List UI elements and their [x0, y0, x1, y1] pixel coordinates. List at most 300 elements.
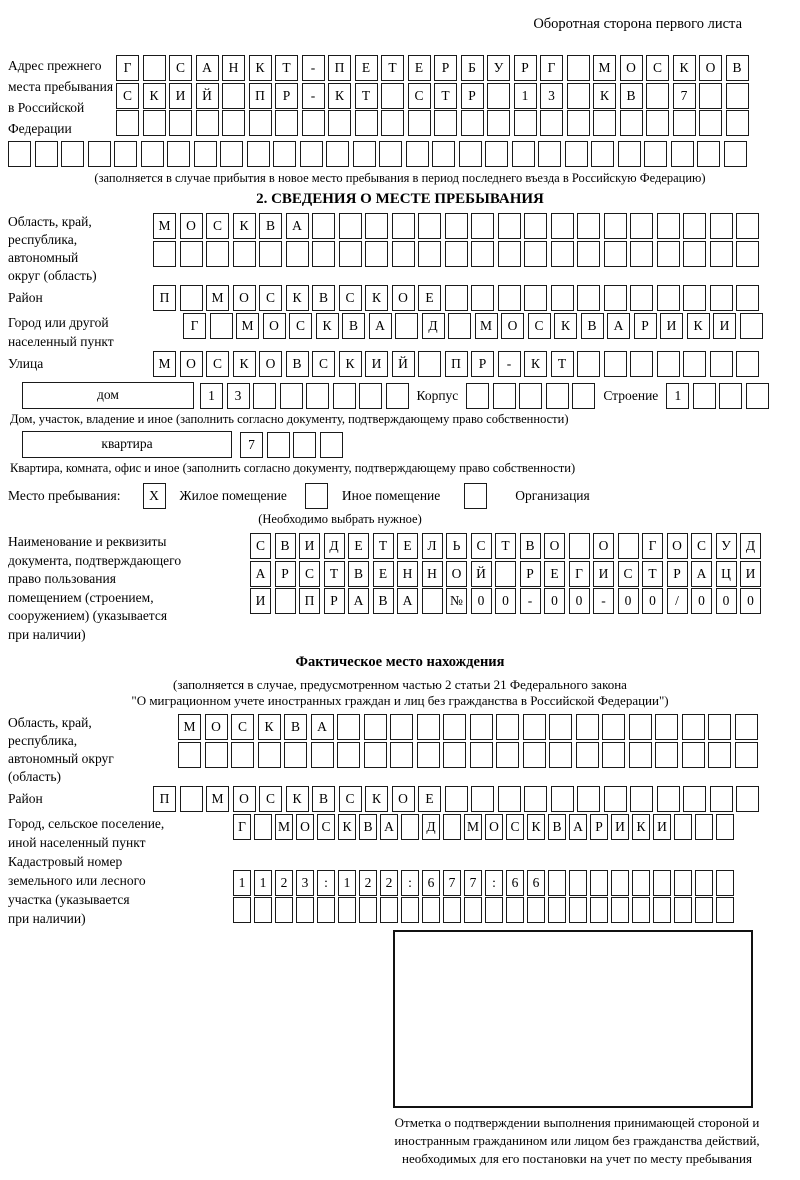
char-cell[interactable]: В [520, 533, 541, 559]
char-cell[interactable]: Т [642, 561, 663, 587]
char-cell[interactable] [300, 141, 323, 167]
char-cell[interactable] [671, 141, 694, 167]
char-cell[interactable] [249, 110, 272, 136]
char-cell[interactable] [293, 432, 316, 458]
char-cell[interactable]: М [153, 351, 176, 377]
char-cell[interactable]: М [178, 714, 201, 740]
char-cell[interactable] [604, 285, 627, 311]
char-cell[interactable] [422, 588, 443, 614]
char-cell[interactable]: 1 [200, 383, 223, 409]
char-cell[interactable] [512, 141, 535, 167]
char-cell[interactable] [593, 110, 616, 136]
char-cell[interactable] [495, 561, 516, 587]
char-cell[interactable]: Г [540, 55, 563, 81]
char-cell[interactable] [392, 213, 415, 239]
char-cell[interactable] [611, 897, 629, 923]
char-cell[interactable]: К [554, 313, 577, 339]
char-cell[interactable]: 1 [514, 83, 537, 109]
prev-address-row-3[interactable] [116, 110, 749, 136]
char-cell[interactable]: О [296, 814, 314, 840]
char-cell[interactable]: Й [196, 83, 219, 109]
char-cell[interactable] [735, 742, 758, 768]
char-cell[interactable] [716, 814, 734, 840]
char-cell[interactable] [551, 786, 574, 812]
prev-address-row-1[interactable] [116, 55, 749, 81]
char-cell[interactable]: Е [355, 55, 378, 81]
char-cell[interactable]: К [286, 786, 309, 812]
char-cell[interactable] [337, 742, 360, 768]
char-cell[interactable] [567, 110, 590, 136]
char-cell[interactable] [365, 213, 388, 239]
char-cell[interactable]: 0 [495, 588, 516, 614]
char-cell[interactable] [699, 110, 722, 136]
char-cell[interactable]: К [593, 83, 616, 109]
char-cell[interactable] [657, 213, 680, 239]
char-cell[interactable]: С [259, 786, 282, 812]
char-cell[interactable]: Г [233, 814, 251, 840]
char-cell[interactable]: О [392, 786, 415, 812]
char-cell[interactable] [445, 786, 468, 812]
char-cell[interactable] [418, 213, 441, 239]
doc-row-3[interactable] [250, 588, 761, 614]
char-cell[interactable]: 3 [540, 83, 563, 109]
char-cell[interactable] [284, 742, 307, 768]
char-cell[interactable] [222, 83, 245, 109]
char-cell[interactable] [726, 110, 749, 136]
char-cell[interactable]: К [286, 285, 309, 311]
char-cell[interactable] [280, 383, 303, 409]
char-cell[interactable]: И [611, 814, 629, 840]
char-cell[interactable]: В [312, 786, 335, 812]
char-cell[interactable] [611, 870, 629, 896]
s2-raion-row[interactable] [153, 285, 759, 311]
char-cell[interactable] [549, 714, 572, 740]
char-cell[interactable] [253, 383, 276, 409]
char-cell[interactable]: Д [422, 313, 445, 339]
char-cell[interactable]: П [153, 786, 176, 812]
char-cell[interactable]: - [302, 55, 325, 81]
char-cell[interactable]: О [263, 313, 286, 339]
char-cell[interactable] [359, 383, 382, 409]
char-cell[interactable]: 6 [527, 870, 545, 896]
char-cell[interactable]: В [548, 814, 566, 840]
char-cell[interactable]: Е [544, 561, 565, 587]
char-cell[interactable]: 2 [359, 870, 377, 896]
char-cell[interactable] [466, 383, 489, 409]
char-cell[interactable] [683, 213, 706, 239]
char-cell[interactable] [471, 786, 494, 812]
char-cell[interactable] [275, 110, 298, 136]
char-cell[interactable] [602, 714, 625, 740]
char-cell[interactable]: С [506, 814, 524, 840]
char-cell[interactable] [524, 786, 547, 812]
char-cell[interactable]: В [275, 533, 296, 559]
char-cell[interactable] [498, 241, 521, 267]
char-cell[interactable]: М [153, 213, 176, 239]
char-cell[interactable] [364, 742, 387, 768]
char-cell[interactable] [591, 141, 614, 167]
char-cell[interactable] [724, 141, 747, 167]
char-cell[interactable]: - [520, 588, 541, 614]
char-cell[interactable] [646, 83, 669, 109]
char-cell[interactable]: С [299, 561, 320, 587]
char-cell[interactable] [364, 714, 387, 740]
char-cell[interactable] [267, 432, 290, 458]
char-cell[interactable]: Т [495, 533, 516, 559]
char-cell[interactable] [381, 110, 404, 136]
char-cell[interactable]: К [524, 351, 547, 377]
char-cell[interactable]: Е [418, 285, 441, 311]
char-cell[interactable]: Р [471, 351, 494, 377]
char-cell[interactable] [604, 241, 627, 267]
char-cell[interactable]: О [180, 213, 203, 239]
char-cell[interactable] [464, 897, 482, 923]
char-cell[interactable] [471, 285, 494, 311]
char-cell[interactable] [417, 714, 440, 740]
char-cell[interactable]: / [667, 588, 688, 614]
char-cell[interactable] [708, 714, 731, 740]
dom-row[interactable] [200, 383, 409, 409]
char-cell[interactable]: 0 [569, 588, 590, 614]
char-cell[interactable]: О [699, 55, 722, 81]
char-cell[interactable]: Т [373, 533, 394, 559]
char-cell[interactable]: К [338, 814, 356, 840]
char-cell[interactable] [395, 313, 418, 339]
char-cell[interactable]: О [620, 55, 643, 81]
char-cell[interactable]: Д [324, 533, 345, 559]
doc-row-1[interactable] [250, 533, 761, 559]
char-cell[interactable] [540, 110, 563, 136]
char-cell[interactable] [572, 383, 595, 409]
char-cell[interactable] [422, 897, 440, 923]
char-cell[interactable] [286, 241, 309, 267]
char-cell[interactable] [736, 241, 759, 267]
char-cell[interactable] [577, 213, 600, 239]
char-cell[interactable] [657, 241, 680, 267]
char-cell[interactable]: К [632, 814, 650, 840]
char-cell[interactable] [699, 83, 722, 109]
char-cell[interactable] [736, 351, 759, 377]
char-cell[interactable]: П [153, 285, 176, 311]
char-cell[interactable] [746, 383, 769, 409]
char-cell[interactable] [695, 870, 713, 896]
char-cell[interactable] [493, 383, 516, 409]
char-cell[interactable] [548, 897, 566, 923]
char-cell[interactable] [546, 383, 569, 409]
char-cell[interactable] [311, 742, 334, 768]
char-cell[interactable] [205, 742, 228, 768]
char-cell[interactable]: А [250, 561, 271, 587]
char-cell[interactable]: Н [422, 561, 443, 587]
char-cell[interactable] [514, 110, 537, 136]
char-cell[interactable] [143, 110, 166, 136]
char-cell[interactable] [338, 897, 356, 923]
char-cell[interactable] [618, 533, 639, 559]
char-cell[interactable]: А [397, 588, 418, 614]
char-cell[interactable]: О [180, 351, 203, 377]
char-cell[interactable]: А [348, 588, 369, 614]
char-cell[interactable] [8, 141, 31, 167]
char-cell[interactable]: С [471, 533, 492, 559]
char-cell[interactable] [443, 814, 461, 840]
char-cell[interactable] [674, 814, 692, 840]
char-cell[interactable] [443, 897, 461, 923]
char-cell[interactable] [630, 786, 653, 812]
char-cell[interactable] [470, 714, 493, 740]
char-cell[interactable] [417, 742, 440, 768]
char-cell[interactable] [302, 110, 325, 136]
char-cell[interactable]: - [498, 351, 521, 377]
char-cell[interactable] [254, 897, 272, 923]
char-cell[interactable]: 1 [338, 870, 356, 896]
char-cell[interactable] [682, 714, 705, 740]
s3-oblast-row-1[interactable] [178, 714, 758, 740]
char-cell[interactable] [736, 786, 759, 812]
char-cell[interactable] [569, 533, 590, 559]
char-cell[interactable] [406, 141, 429, 167]
kvartira-row[interactable] [240, 432, 343, 458]
char-cell[interactable]: С [289, 313, 312, 339]
char-cell[interactable]: - [302, 83, 325, 109]
char-cell[interactable] [233, 897, 251, 923]
char-cell[interactable]: И [169, 83, 192, 109]
char-cell[interactable] [506, 897, 524, 923]
char-cell[interactable] [390, 714, 413, 740]
char-cell[interactable] [565, 141, 588, 167]
char-cell[interactable]: В [312, 285, 335, 311]
s2-gorod-row[interactable] [183, 313, 763, 339]
char-cell[interactable]: А [691, 561, 712, 587]
char-cell[interactable] [35, 141, 58, 167]
char-cell[interactable]: 1 [233, 870, 251, 896]
char-cell[interactable]: О [667, 533, 688, 559]
char-cell[interactable]: 7 [464, 870, 482, 896]
char-cell[interactable] [498, 285, 521, 311]
char-cell[interactable] [567, 55, 590, 81]
char-cell[interactable]: 0 [740, 588, 761, 614]
char-cell[interactable] [577, 786, 600, 812]
char-cell[interactable]: И [593, 561, 614, 587]
char-cell[interactable] [487, 83, 510, 109]
char-cell[interactable] [459, 141, 482, 167]
char-cell[interactable] [418, 351, 441, 377]
char-cell[interactable] [710, 786, 733, 812]
char-cell[interactable] [206, 241, 229, 267]
char-cell[interactable]: Л [422, 533, 443, 559]
char-cell[interactable]: К [365, 285, 388, 311]
char-cell[interactable] [683, 351, 706, 377]
char-cell[interactable]: С [528, 313, 551, 339]
char-cell[interactable]: Р [461, 83, 484, 109]
char-cell[interactable] [590, 897, 608, 923]
char-cell[interactable]: П [445, 351, 468, 377]
char-cell[interactable]: М [464, 814, 482, 840]
char-cell[interactable]: 2 [275, 870, 293, 896]
char-cell[interactable]: № [446, 588, 467, 614]
char-cell[interactable] [548, 870, 566, 896]
s2-ulitsa-row[interactable] [153, 351, 759, 377]
char-cell[interactable]: 0 [544, 588, 565, 614]
kadastr-row-1[interactable] [233, 870, 734, 896]
char-cell[interactable]: Д [740, 533, 761, 559]
char-cell[interactable] [620, 110, 643, 136]
char-cell[interactable] [519, 383, 542, 409]
char-cell[interactable]: 3 [227, 383, 250, 409]
char-cell[interactable] [655, 742, 678, 768]
char-cell[interactable] [180, 786, 203, 812]
char-cell[interactable] [551, 241, 574, 267]
char-cell[interactable]: Б [461, 55, 484, 81]
char-cell[interactable]: М [475, 313, 498, 339]
char-cell[interactable] [88, 141, 111, 167]
char-cell[interactable]: С [339, 786, 362, 812]
char-cell[interactable] [673, 110, 696, 136]
char-cell[interactable]: - [593, 588, 614, 614]
char-cell[interactable] [247, 141, 270, 167]
char-cell[interactable] [312, 213, 335, 239]
char-cell[interactable]: С [312, 351, 335, 377]
char-cell[interactable]: И [299, 533, 320, 559]
char-cell[interactable]: А [196, 55, 219, 81]
char-cell[interactable] [432, 141, 455, 167]
char-cell[interactable]: Р [275, 561, 296, 587]
char-cell[interactable] [254, 814, 272, 840]
char-cell[interactable]: И [250, 588, 271, 614]
char-cell[interactable] [683, 241, 706, 267]
char-cell[interactable]: П [299, 588, 320, 614]
char-cell[interactable] [141, 141, 164, 167]
char-cell[interactable]: О [485, 814, 503, 840]
checkbox-inoe-pomeshchenie[interactable] [305, 483, 328, 509]
char-cell[interactable] [653, 870, 671, 896]
char-cell[interactable]: В [359, 814, 377, 840]
char-cell[interactable]: А [380, 814, 398, 840]
char-cell[interactable]: : [317, 870, 335, 896]
dom-box[interactable]: дом [22, 382, 194, 409]
char-cell[interactable] [523, 742, 546, 768]
char-cell[interactable] [523, 714, 546, 740]
char-cell[interactable] [693, 383, 716, 409]
char-cell[interactable]: Р [590, 814, 608, 840]
char-cell[interactable]: О [593, 533, 614, 559]
char-cell[interactable] [736, 285, 759, 311]
char-cell[interactable]: К [258, 714, 281, 740]
char-cell[interactable] [418, 241, 441, 267]
char-cell[interactable]: Р [434, 55, 457, 81]
char-cell[interactable] [590, 870, 608, 896]
char-cell[interactable] [618, 141, 641, 167]
char-cell[interactable]: М [206, 786, 229, 812]
char-cell[interactable]: 1 [254, 870, 272, 896]
char-cell[interactable]: У [487, 55, 510, 81]
char-cell[interactable]: Н [222, 55, 245, 81]
char-cell[interactable]: В [726, 55, 749, 81]
char-cell[interactable]: 0 [618, 588, 639, 614]
char-cell[interactable]: С [339, 285, 362, 311]
char-cell[interactable]: С [317, 814, 335, 840]
char-cell[interactable] [448, 313, 471, 339]
char-cell[interactable]: 6 [422, 870, 440, 896]
char-cell[interactable] [485, 141, 508, 167]
char-cell[interactable] [682, 742, 705, 768]
char-cell[interactable]: А [607, 313, 630, 339]
char-cell[interactable] [630, 285, 653, 311]
char-cell[interactable] [273, 141, 296, 167]
char-cell[interactable] [655, 714, 678, 740]
char-cell[interactable]: К [249, 55, 272, 81]
checkbox-organizatsiya[interactable] [464, 483, 487, 509]
char-cell[interactable]: О [392, 285, 415, 311]
char-cell[interactable] [604, 351, 627, 377]
char-cell[interactable] [143, 55, 166, 81]
char-cell[interactable]: 0 [642, 588, 663, 614]
char-cell[interactable] [527, 897, 545, 923]
char-cell[interactable]: : [485, 870, 503, 896]
char-cell[interactable] [683, 285, 706, 311]
char-cell[interactable] [443, 714, 466, 740]
char-cell[interactable]: П [249, 83, 272, 109]
char-cell[interactable]: 7 [443, 870, 461, 896]
s3-gorod-row[interactable] [233, 814, 734, 840]
stroenie-row[interactable] [666, 383, 769, 409]
char-cell[interactable]: Е [418, 786, 441, 812]
char-cell[interactable]: А [569, 814, 587, 840]
char-cell[interactable]: К [687, 313, 710, 339]
char-cell[interactable]: О [501, 313, 524, 339]
char-cell[interactable] [470, 742, 493, 768]
char-cell[interactable]: Й [392, 351, 415, 377]
char-cell[interactable]: А [286, 213, 309, 239]
char-cell[interactable]: В [284, 714, 307, 740]
char-cell[interactable]: Ц [716, 561, 737, 587]
char-cell[interactable]: О [233, 285, 256, 311]
char-cell[interactable] [180, 285, 203, 311]
char-cell[interactable] [401, 897, 419, 923]
kadastr-row-2[interactable] [233, 897, 734, 923]
char-cell[interactable] [524, 213, 547, 239]
char-cell[interactable] [167, 141, 190, 167]
char-cell[interactable] [337, 714, 360, 740]
char-cell[interactable]: С [618, 561, 639, 587]
char-cell[interactable]: Г [116, 55, 139, 81]
char-cell[interactable] [114, 141, 137, 167]
char-cell[interactable] [538, 141, 561, 167]
char-cell[interactable]: И [660, 313, 683, 339]
char-cell[interactable] [674, 870, 692, 896]
char-cell[interactable] [716, 897, 734, 923]
char-cell[interactable] [710, 213, 733, 239]
char-cell[interactable] [381, 83, 404, 109]
char-cell[interactable] [740, 313, 763, 339]
char-cell[interactable] [355, 110, 378, 136]
char-cell[interactable] [710, 351, 733, 377]
char-cell[interactable]: И [365, 351, 388, 377]
char-cell[interactable]: Р [514, 55, 537, 81]
char-cell[interactable]: 0 [716, 588, 737, 614]
char-cell[interactable] [153, 241, 176, 267]
s3-raion-row[interactable] [153, 786, 759, 812]
char-cell[interactable]: С [116, 83, 139, 109]
char-cell[interactable] [461, 110, 484, 136]
char-cell[interactable]: Ь [446, 533, 467, 559]
char-cell[interactable] [380, 897, 398, 923]
char-cell[interactable] [630, 351, 653, 377]
char-cell[interactable]: Н [397, 561, 418, 587]
char-cell[interactable]: Е [348, 533, 369, 559]
char-cell[interactable] [716, 870, 734, 896]
char-cell[interactable]: С [259, 285, 282, 311]
char-cell[interactable]: 3 [296, 870, 314, 896]
